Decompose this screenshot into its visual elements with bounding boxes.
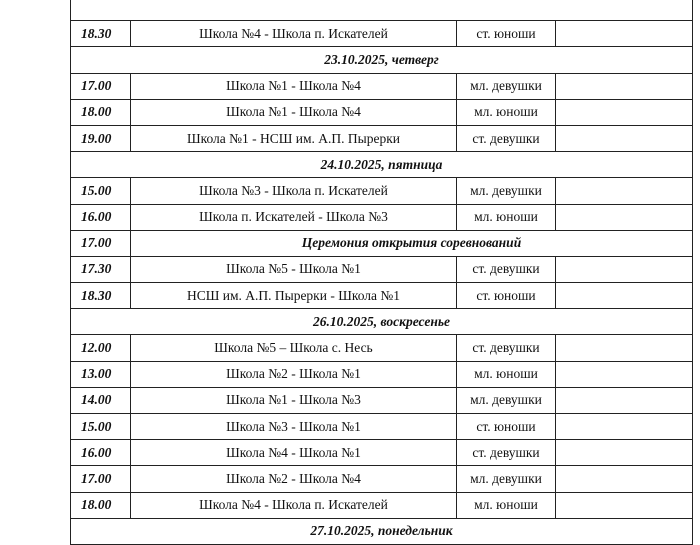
match-teams: Школа №4 - Школа п. Искателей: [131, 21, 457, 47]
blank-cell: [556, 361, 693, 387]
date-header: 26.10.2025, воскресенье: [71, 309, 693, 335]
date-header-row: [71, 0, 693, 21]
match-row: [71, 256, 693, 282]
match-row: [71, 414, 693, 440]
match-row: [71, 99, 693, 125]
match-time: 17.00: [71, 466, 131, 492]
match-teams: Школа №2 - Школа №1: [131, 361, 457, 387]
event-title: Церемония открытия соревнований: [131, 230, 693, 256]
blank-cell: [556, 414, 693, 440]
match-row: [71, 492, 693, 518]
blank-cell: [556, 256, 693, 282]
date-header-row: [71, 152, 693, 178]
match-teams: Школа №1 - НСШ им. А.П. Пырерки: [131, 125, 457, 151]
match-row: [71, 283, 693, 309]
match-category: ст. девушки: [457, 440, 556, 466]
match-teams: Школа №1 - Школа №4: [131, 99, 457, 125]
match-category: ст. юноши: [457, 21, 556, 47]
match-row: [71, 440, 693, 466]
match-time: 17.00: [71, 230, 131, 256]
event-row: [71, 230, 693, 256]
blank-cell: [556, 335, 693, 361]
blank-cell: [556, 125, 693, 151]
match-teams: Школа №1 - Школа №4: [131, 73, 457, 99]
match-row: [71, 466, 693, 492]
match-teams: НСШ им. А.П. Пырерки - Школа №1: [131, 283, 457, 309]
match-row: [71, 125, 693, 151]
blank-cell: [556, 178, 693, 204]
blank-cell: [556, 204, 693, 230]
date-header-row: [71, 518, 693, 544]
match-category: мл. девушки: [457, 73, 556, 99]
match-category: мл. юноши: [457, 492, 556, 518]
match-teams: Школа п. Искателей - Школа №3: [131, 204, 457, 230]
date-header-row: [71, 309, 693, 335]
match-time: 13.00: [71, 361, 131, 387]
match-row: [71, 73, 693, 99]
blank-cell: [556, 387, 693, 413]
match-time: 17.00: [71, 73, 131, 99]
schedule-body: [71, 0, 693, 544]
blank-cell: [556, 73, 693, 99]
match-time: 18.00: [71, 492, 131, 518]
match-time: 12.00: [71, 335, 131, 361]
match-category: ст. девушки: [457, 335, 556, 361]
match-category: ст. девушки: [457, 256, 556, 282]
blank-cell: [556, 99, 693, 125]
match-category: мл. девушки: [457, 387, 556, 413]
match-category: ст. юноши: [457, 283, 556, 309]
match-teams: Школа №4 - Школа №1: [131, 440, 457, 466]
date-header: 24.10.2025, пятница: [71, 152, 693, 178]
match-time: 18.30: [71, 283, 131, 309]
blank-cell: [556, 492, 693, 518]
match-teams: Школа №3 - Школа №1: [131, 414, 457, 440]
date-header: 23.10.2025, четверг: [71, 47, 693, 73]
match-time: 18.00: [71, 99, 131, 125]
match-category: мл. девушки: [457, 178, 556, 204]
match-time: 15.00: [71, 414, 131, 440]
match-teams: Школа №1 - Школа №3: [131, 387, 457, 413]
match-category: мл. юноши: [457, 204, 556, 230]
blank-cell: [556, 466, 693, 492]
blank-cell: [556, 283, 693, 309]
match-category: мл. юноши: [457, 99, 556, 125]
match-time: 16.00: [71, 440, 131, 466]
match-time: 19.00: [71, 125, 131, 151]
match-teams: Школа №5 - Школа №1: [131, 256, 457, 282]
blank-cell: [556, 21, 693, 47]
match-category: мл. девушки: [457, 466, 556, 492]
match-time: 14.00: [71, 387, 131, 413]
match-teams: Школа №3 - Школа п. Искателей: [131, 178, 457, 204]
date-header: 27.10.2025, понедельник: [71, 518, 693, 544]
match-time: 17.30: [71, 256, 131, 282]
match-time: 15.00: [71, 178, 131, 204]
date-header-row: [71, 47, 693, 73]
match-category: мл. юноши: [457, 361, 556, 387]
match-time: 16.00: [71, 204, 131, 230]
match-row: [71, 335, 693, 361]
match-teams: Школа №2 - Школа №4: [131, 466, 457, 492]
schedule-document: [70, 0, 692, 545]
match-category: ст. девушки: [457, 125, 556, 151]
match-time: 18.30: [71, 21, 131, 47]
match-row: [71, 204, 693, 230]
blank-cell: [556, 440, 693, 466]
match-row: [71, 387, 693, 413]
match-teams: Школа №5 – Школа с. Несь: [131, 335, 457, 361]
match-category: ст. юноши: [457, 414, 556, 440]
match-row: [71, 361, 693, 387]
date-header: [71, 0, 693, 21]
match-row: [71, 178, 693, 204]
match-row: [71, 21, 693, 47]
match-teams: Школа №4 - Школа п. Искателей: [131, 492, 457, 518]
schedule-table: [70, 0, 693, 545]
